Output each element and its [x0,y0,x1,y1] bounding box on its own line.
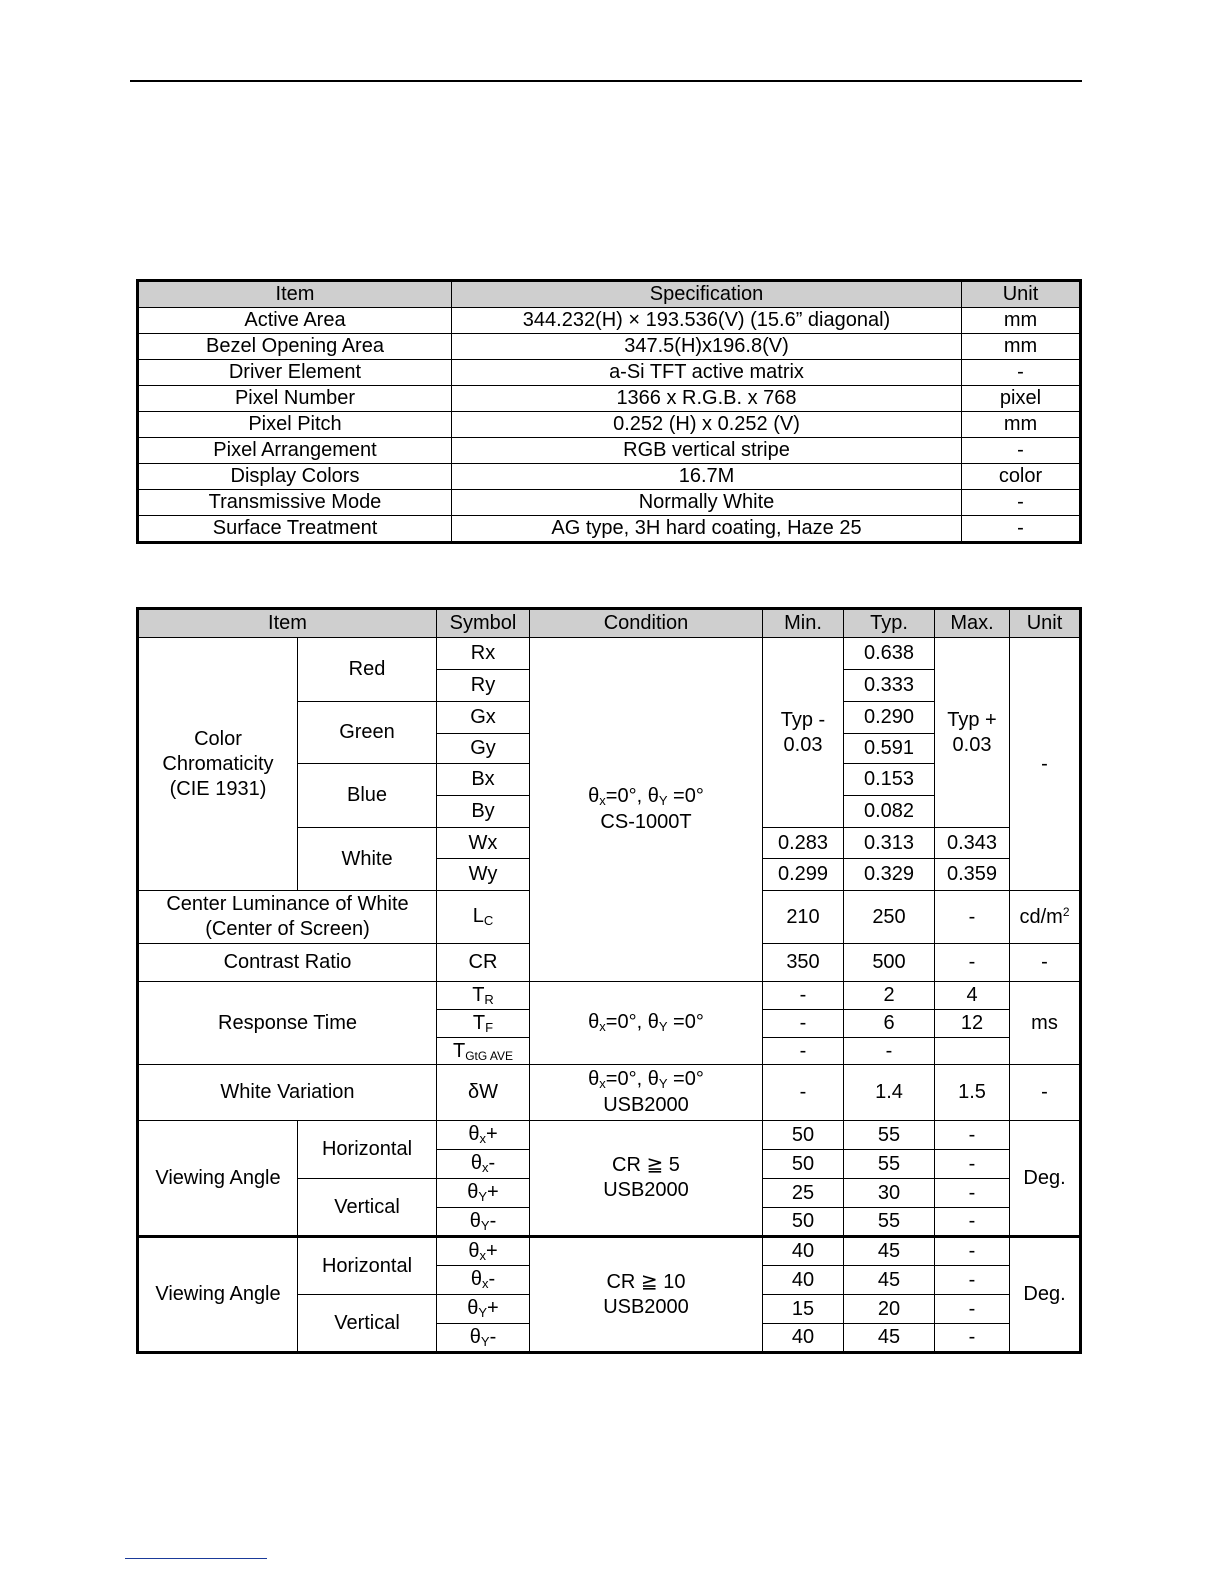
white-variation-unit: - [1010,1065,1081,1121]
row-item: Transmissive Mode [138,490,452,516]
va1-max: - [935,1150,1010,1179]
min-wx: 0.283 [763,828,844,859]
symbol-wy: Wy [437,859,530,891]
contrast-min: 350 [763,944,844,982]
typ-bx: 0.153 [844,764,935,796]
white-variation-max: 1.5 [935,1065,1010,1121]
va1-min: 25 [763,1179,844,1208]
horizontal-label: Horizontal [298,1237,437,1295]
white-variation-typ: 1.4 [844,1065,935,1121]
va1-typ: 55 [844,1121,935,1150]
header-unit: Unit [1010,609,1081,638]
symbol-theta-y-plus: $\theta_Y+$ [437,1295,530,1324]
row-unit: - [962,490,1081,516]
va2-min: 40 [763,1266,844,1295]
table-row [138,638,1081,670]
vertical-label: Vertical [298,1179,437,1237]
row-unit: mm [962,334,1081,360]
row-unit: pixel [962,386,1081,412]
table-row [138,464,1081,490]
va1-max: - [935,1208,1010,1237]
row-item: Pixel Arrangement [138,438,452,464]
header-condition: Condition [530,609,763,638]
header-item: Item [138,281,452,308]
symbol-bx: Bx [437,764,530,796]
va2-max: - [935,1324,1010,1353]
table-row [138,1121,1081,1150]
header-item: Item [138,609,437,638]
color-chromaticity-label: Color Chromaticity (CIE 1931) [138,638,298,891]
luminance-max: - [935,891,1010,944]
table-header-row [138,609,1081,638]
row-spec: 16.7M [452,464,962,490]
typ-wx: 0.313 [844,828,935,859]
table-row [138,1237,1081,1266]
tgtg-max [935,1038,1010,1065]
white-variation-label: White Variation [138,1065,437,1121]
va2-max: - [935,1266,1010,1295]
viewing-cr5-condition: CR ≧ 5 USB2000 [530,1121,763,1237]
table-row [138,516,1081,543]
table-row [138,490,1081,516]
row-spec: 344.232(H) × 193.536(V) (15.6” diagonal) [452,308,962,334]
green-label: Green [298,702,437,764]
vertical-label: Vertical [298,1295,437,1353]
general-specification-table [136,279,1082,544]
typ-gx: 0.290 [844,702,935,734]
typ-wy: 0.329 [844,859,935,891]
contrast-unit: - [1010,944,1081,982]
va1-min: 50 [763,1150,844,1179]
header-max: Max. [935,609,1010,638]
row-unit: color [962,464,1081,490]
va1-min: 50 [763,1208,844,1237]
white-variation-condition: $\theta_x=0^\circ$, $\theta_Y =0^\circ$ USB2000 [530,1065,763,1121]
response-condition: $\theta_x=0^\circ$, $\theta_Y =0^\circ$ [530,982,763,1065]
row-item: Bezel Opening Area [138,334,452,360]
va1-min: 50 [763,1121,844,1150]
typ-gy: 0.591 [844,734,935,764]
tf-max: 12 [935,1010,1010,1038]
min-wy: 0.299 [763,859,844,891]
table-row [138,982,1081,1010]
response-time-label: Response Time [138,982,437,1065]
tr-typ: 2 [844,982,935,1010]
typ-rx: 0.638 [844,638,935,670]
va1-typ: 55 [844,1208,935,1237]
row-spec: 1366 x R.G.B. x 768 [452,386,962,412]
chroma-unit: - [1010,638,1081,891]
row-spec: Normally White [452,490,962,516]
va2-max: - [935,1237,1010,1266]
blue-label: Blue [298,764,437,828]
symbol-theta-x-plus: $\theta_x+$ [437,1237,530,1266]
va2-typ: 45 [844,1324,935,1353]
row-unit: - [962,516,1081,543]
table-row [138,1065,1081,1121]
white-label: White [298,828,437,891]
header-rule [130,80,1082,82]
row-spec: 347.5(H)x196.8(V) [452,334,962,360]
typ-ry: 0.333 [844,670,935,702]
va1-typ: 30 [844,1179,935,1208]
table-row [138,308,1081,334]
row-item: Pixel Pitch [138,412,452,438]
row-item: Display Colors [138,464,452,490]
symbol-theta-x-minus: $\theta_x-$ [437,1150,530,1179]
header-symbol: Symbol [437,609,530,638]
viewing-angle-cr10-label: Viewing Angle [138,1237,298,1353]
header-unit: Unit [962,281,1081,308]
contrast-max: - [935,944,1010,982]
symbol-ry: Ry [437,670,530,702]
symbol-theta-x-plus: $\theta_x+$ [437,1121,530,1150]
luminance-unit: $cd/m^2$ [1010,891,1081,944]
table-row [138,360,1081,386]
horizontal-label: Horizontal [298,1121,437,1179]
optical-characteristics-table [136,607,1082,1354]
max-wx: 0.343 [935,828,1010,859]
va2-max: - [935,1295,1010,1324]
luminance-typ: 250 [844,891,935,944]
va2-typ: 20 [844,1295,935,1324]
header-specification: Specification [452,281,962,308]
viewing-angle-cr5-label: Viewing Angle [138,1121,298,1237]
white-variation-min: - [763,1065,844,1121]
va2-min: 15 [763,1295,844,1324]
table-row [138,438,1081,464]
tgtg-min: - [763,1038,844,1065]
tr-min: - [763,982,844,1010]
row-spec: 0.252 (H) x 0.252 (V) [452,412,962,438]
symbol-rx: Rx [437,638,530,670]
row-unit: mm [962,308,1081,334]
contrast-label: Contrast Ratio [138,944,437,982]
symbol-by: By [437,796,530,828]
row-spec: a-Si TFT active matrix [452,360,962,386]
symbol-dw: δW [437,1065,530,1121]
va2-min: 40 [763,1237,844,1266]
symbol-tgtg: $T_{GtG AVE}$ [437,1038,530,1065]
va2-typ: 45 [844,1266,935,1295]
symbol-gx: Gx [437,702,530,734]
va1-typ: 55 [844,1150,935,1179]
row-spec: RGB vertical stripe [452,438,962,464]
row-unit: - [962,438,1081,464]
row-item: Surface Treatment [138,516,452,543]
tgtg-typ: - [844,1038,935,1065]
row-unit: - [962,360,1081,386]
symbol-wx: Wx [437,828,530,859]
header-typ: Typ. [844,609,935,638]
viewing-cr10-condition: CR ≧ 10 USB2000 [530,1237,763,1353]
min-rgb: Typ - 0.03 [763,638,844,828]
table-row [138,412,1081,438]
tf-min: - [763,1010,844,1038]
va2-typ: 45 [844,1237,935,1266]
row-item: Driver Element [138,360,452,386]
table-row [138,386,1081,412]
va1-max: - [935,1179,1010,1208]
footer-rule [125,1558,267,1559]
header-min: Min. [763,609,844,638]
va1-max: - [935,1121,1010,1150]
va2-min: 40 [763,1324,844,1353]
symbol-lc: $L_C$ [437,891,530,944]
row-unit: mm [962,412,1081,438]
symbol-gy: Gy [437,734,530,764]
symbol-theta-y-plus: $\theta_Y+$ [437,1179,530,1208]
table-header-row [138,281,1081,308]
red-label: Red [298,638,437,702]
chromaticity-condition: $\theta_x=0^\circ$, $\theta_Y =0^\circ$ CS-1000T [530,638,763,982]
row-spec: AG type, 3H hard coating, Haze 25 [452,516,962,543]
table-row [138,334,1081,360]
contrast-typ: 500 [844,944,935,982]
tr-max: 4 [935,982,1010,1010]
luminance-label: Center Luminance of White (Center of Screen) [138,891,437,944]
symbol-tr: $T_R$ [437,982,530,1010]
symbol-theta-y-minus: $\theta_Y-$ [437,1324,530,1353]
row-item: Active Area [138,308,452,334]
max-rgb: Typ + 0.03 [935,638,1010,828]
max-wy: 0.359 [935,859,1010,891]
row-item: Pixel Number [138,386,452,412]
symbol-tf: $T_F$ [437,1010,530,1038]
viewing-cr5-unit: Deg. [1010,1121,1081,1237]
symbol-theta-x-minus: $\theta_x-$ [437,1266,530,1295]
tf-typ: 6 [844,1010,935,1038]
viewing-cr10-unit: Deg. [1010,1237,1081,1353]
symbol-theta-y-minus: $\theta_Y-$ [437,1208,530,1237]
typ-by: 0.082 [844,796,935,828]
luminance-min: 210 [763,891,844,944]
symbol-cr: CR [437,944,530,982]
response-unit: ms [1010,982,1081,1065]
